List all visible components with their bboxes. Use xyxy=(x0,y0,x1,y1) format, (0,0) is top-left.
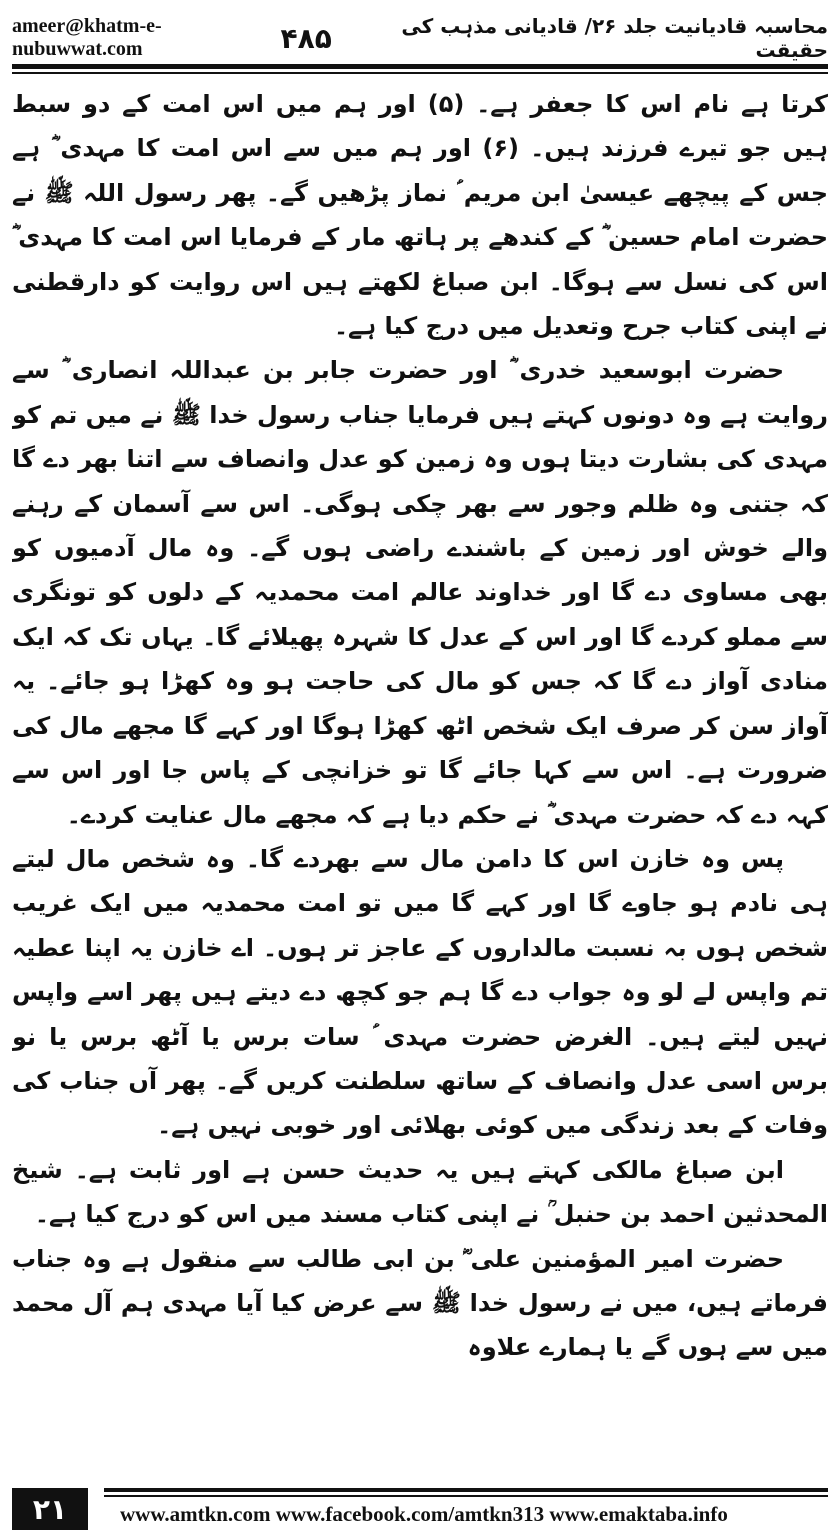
running-title: محاسبہ قادیانیت جلد ۲۶/ قادیانی مذہب کی حقیقت xyxy=(401,14,828,62)
header-title-group xyxy=(281,14,828,62)
header-rule-thick xyxy=(12,64,828,69)
page-header xyxy=(12,14,828,62)
footer-rule-thin xyxy=(104,1495,828,1497)
paragraph-2: حضرت ابوسعید خدری ؓ اور حضرت جابر بن عبداللہ انصاری ؓ سے روایت ہے وہ دونوں کہتے ہیں فرمایا جناب رسول خدا ﷺ نے میں تم کو مہدی کی بشارت دیتا ہوں وہ زمین کو عدل وانصاف سے اتنا بھر دے گا کہ جتنی وہ ظلم وجور سے بھر چکی ہوگی۔ اس سے آسمان کے رہنے والے خوش اور زمین کے باشندے راضی ہوں گے۔ وہ مال آدمیوں کو بھی مساوی دے گا اور خداوند عالم امت محمدیہ کے دلوں کو تونگری سے مملو کردے گا اور اس کے عدل کا شہرہ پھیلائے گا۔ یہاں تک کہ ایک منادی آواز دے گا کہ جس کو مال کی حاجت ہو وہ کھڑا ہو جائے۔ یہ آواز سن کر صرف ایک شخص اٹھ کھڑا ہوگا اور کہے گا مجھے مال کی ضرورت ہے۔ اس سے کہا جائے گا تو خزانچی کے پاس جا اور اس سے کہہ دے کہ حضرت مہدی ؓ نے حکم دیا ہے کہ مجھے مال عنایت کردے۔ xyxy=(12,356,828,829)
header-email[interactable]: ameer@khatm-e-nubuwwat.com xyxy=(12,15,162,60)
paragraph-3: پس وہ خازن اس کا دامن مال سے بھردے گا۔ وہ شخص مال لیتے ہی نادم ہو جاوے گا اور کہے گا میں تو امت محمدیہ میں ایک غریب شخص ہوں بہ نسبت مالداروں کے عاجز تر ہوں۔ اے خازن یہ اپنا عطیہ تم واپس لے لو وہ جواب دے گا ہم جو کچھ دے دیتے ہیں پھر اسے واپس نہیں لیتے ہیں۔ الغرض حضرت مہدی ؑ سات برس یا آٹھ برس یا نو برس اسی عدل وانصاف کے ساتھ سلطنت کریں گے۔ پھر آں جناب کی وفات کے بعد زندگی میں کوئی بھلائی اور خوبی نہیں ہے۔ xyxy=(12,844,828,1140)
footer-links[interactable]: www.amtkn.com www.facebook.com/amtkn313 www.emaktaba.info xyxy=(120,1502,728,1526)
header-rule-thin xyxy=(12,72,828,74)
paragraph-4: ابن صباغ مالکی کہتے ہیں یہ حدیث حسن ہے اور ثابت ہے۔ شیخ المحدثین احمد بن حنبل ؒ نے اپنی کتاب مسند میں اس کو درج کیا ہے۔ xyxy=(12,1155,828,1229)
body-text xyxy=(12,82,828,1450)
header-page-number: ۴۸۵ xyxy=(280,21,332,55)
paragraph-1: کرتا ہے نام اس کا جعفر ہے۔ (۵) اور ہم میں اس امت کے دو سبط ہیں جو تیرے فرزند ہیں۔ (۶) اور ہم میں سے اس امت کا مہدی ؓ ہے جس کے پیچھے عیسیٰ ابن مریم ؑ نماز پڑھیں گے۔ پھر رسول اللہ ﷺ نے حضرت امام حسین ؓ کے کندھے پر ہاتھ مار کے فرمایا اس امت کا مہدی ؓ اس کی نسل سے ہوگا۔ ابن صباغ لکھتے ہیں اس روایت کو دارقطنی نے اپنی کتاب جرح وتعدیل میں درج کیا ہے۔ xyxy=(12,90,828,341)
page-footer xyxy=(12,1484,828,1530)
footer-rule-thick xyxy=(104,1488,828,1492)
footer-page-number: ۲۱ xyxy=(12,1488,88,1530)
paragraph-5: حضرت امیر المؤمنین علی ؓ بن ابی طالب سے منقول ہے وہ جناب فرماتے ہیں، میں نے رسول خدا ﷺ سے عرض کیا آیا مہدی ہم آل محمد میں سے ہوں گے یا ہمارے علاوہ xyxy=(12,1244,828,1362)
